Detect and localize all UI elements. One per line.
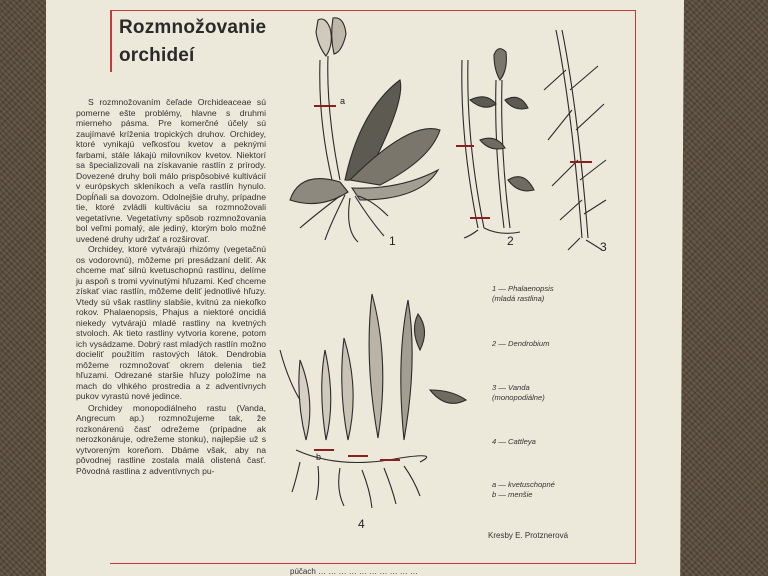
legend-1 <box>492 284 554 303</box>
paragraph-2: Orchidey, ktoré vytvárajú rhizómy (vegetačnú os vodorovnú), môžeme pri presádzaní deliť. Ak chceme mať silnú kvetuschopnú rastlinu, delíme ju aspoň s tromi vyvinutými hľuzami. Keď chceme získať viac rastlín, môžeme deliť jednotlivé hľuzy. Vtedy sú však rastliny slabšie, kvitnú za niekoľko rokov. Phalaenopsis, Phajus a niektoré oncidiá niekedy vytvárajú mladé rastliny na kvetných stvoloch. Ak tieto rastliny vytvoria korene, potom ich vysádzame. Dobrý rast mladých rastlín možno docieliť použitím rastových látok. Dendrobia môžeme rozmnožovať okrem delenia tiež hľuzami. Odrezané staršie hľuzy položíme na mach do vlhkého prostredia a z adventívnych pukov vyrastú nové jedince. <box>76 244 266 401</box>
legend-3-name: 3 — Vanda <box>492 383 530 392</box>
legend-1-note: (mladá rastlina) <box>492 293 545 303</box>
label-a: a <box>340 96 346 106</box>
legend-1-name: 1 — Phalaenopsis <box>492 284 554 293</box>
figure-number-3: 3 <box>600 240 607 254</box>
legend-3-note: (monopodiálne) <box>492 392 545 402</box>
legend-b: b — menšie <box>492 490 533 499</box>
paragraph-3: Orchidey monopodiálneho rastu (Vanda, Angrecum ap.) rozmnožujeme tak, že rozkonárenú časť odrežeme (prípadne ak nerozkonáruje, odrežeme stonku), najlepšie už s vytvoreným koreňom. Dbáme však, aby na pôvodnej rastline zostala malá olistená časť. Pôvodná rastlina z adventívnych pu- <box>76 402 266 476</box>
dendrobium-drawing <box>456 49 534 238</box>
legend-a: a — kvetuschopné <box>492 480 555 489</box>
figure-number-4: 4 <box>358 517 365 531</box>
legend-4: 4 — Cattleya <box>492 437 536 446</box>
paragraph-1: S rozmnožovaním čeľade Orchideaceae sú pomerne ešte problémy, hlavne s druhmi mierneho pásma. Pre komerčné účely sú zaujímavé kríženia tropických druhov. Orchidey, ktoré vynikajú veľkosťou kvetov a peknými farbami, stále lákajú milovníkov kvetov. Niektorí sa špecializovali na získavanie rastlín z prírody. Dovezené druhy boli málo prispôsobivé kultivácií v európskych skleníkoch a veľa rastlín hynulo. Dopĺňali sa dovozom. Odolnejšie druhy, prípadne tie, ktoré zvládli kultiváciu sa rozmnožovali vegetatívne. Vegetatívny spôsob rozmnožovania bol veľmi pomalý, ale jediný, ktorým bolo možné uvedené druhy udržať a rozširovať. <box>76 97 266 244</box>
next-column-text: púčach … … … … … … … … … … <box>290 567 419 576</box>
phalaenopsis-drawing <box>290 18 440 242</box>
figure-number-2: 2 <box>507 234 514 248</box>
illustration-credit: Kresby E. Protznerová <box>488 531 569 540</box>
title-line-2: orchideí <box>119 45 195 66</box>
legend-2: 2 — Dendrobium <box>492 339 550 348</box>
vanda-drawing <box>544 30 606 250</box>
title-line-1: Rozmnožovanie <box>119 17 267 38</box>
figure-number-1: 1 <box>389 234 396 248</box>
legend-3 <box>492 383 545 402</box>
label-b: b <box>316 452 322 462</box>
cattleya-drawing <box>280 294 466 508</box>
